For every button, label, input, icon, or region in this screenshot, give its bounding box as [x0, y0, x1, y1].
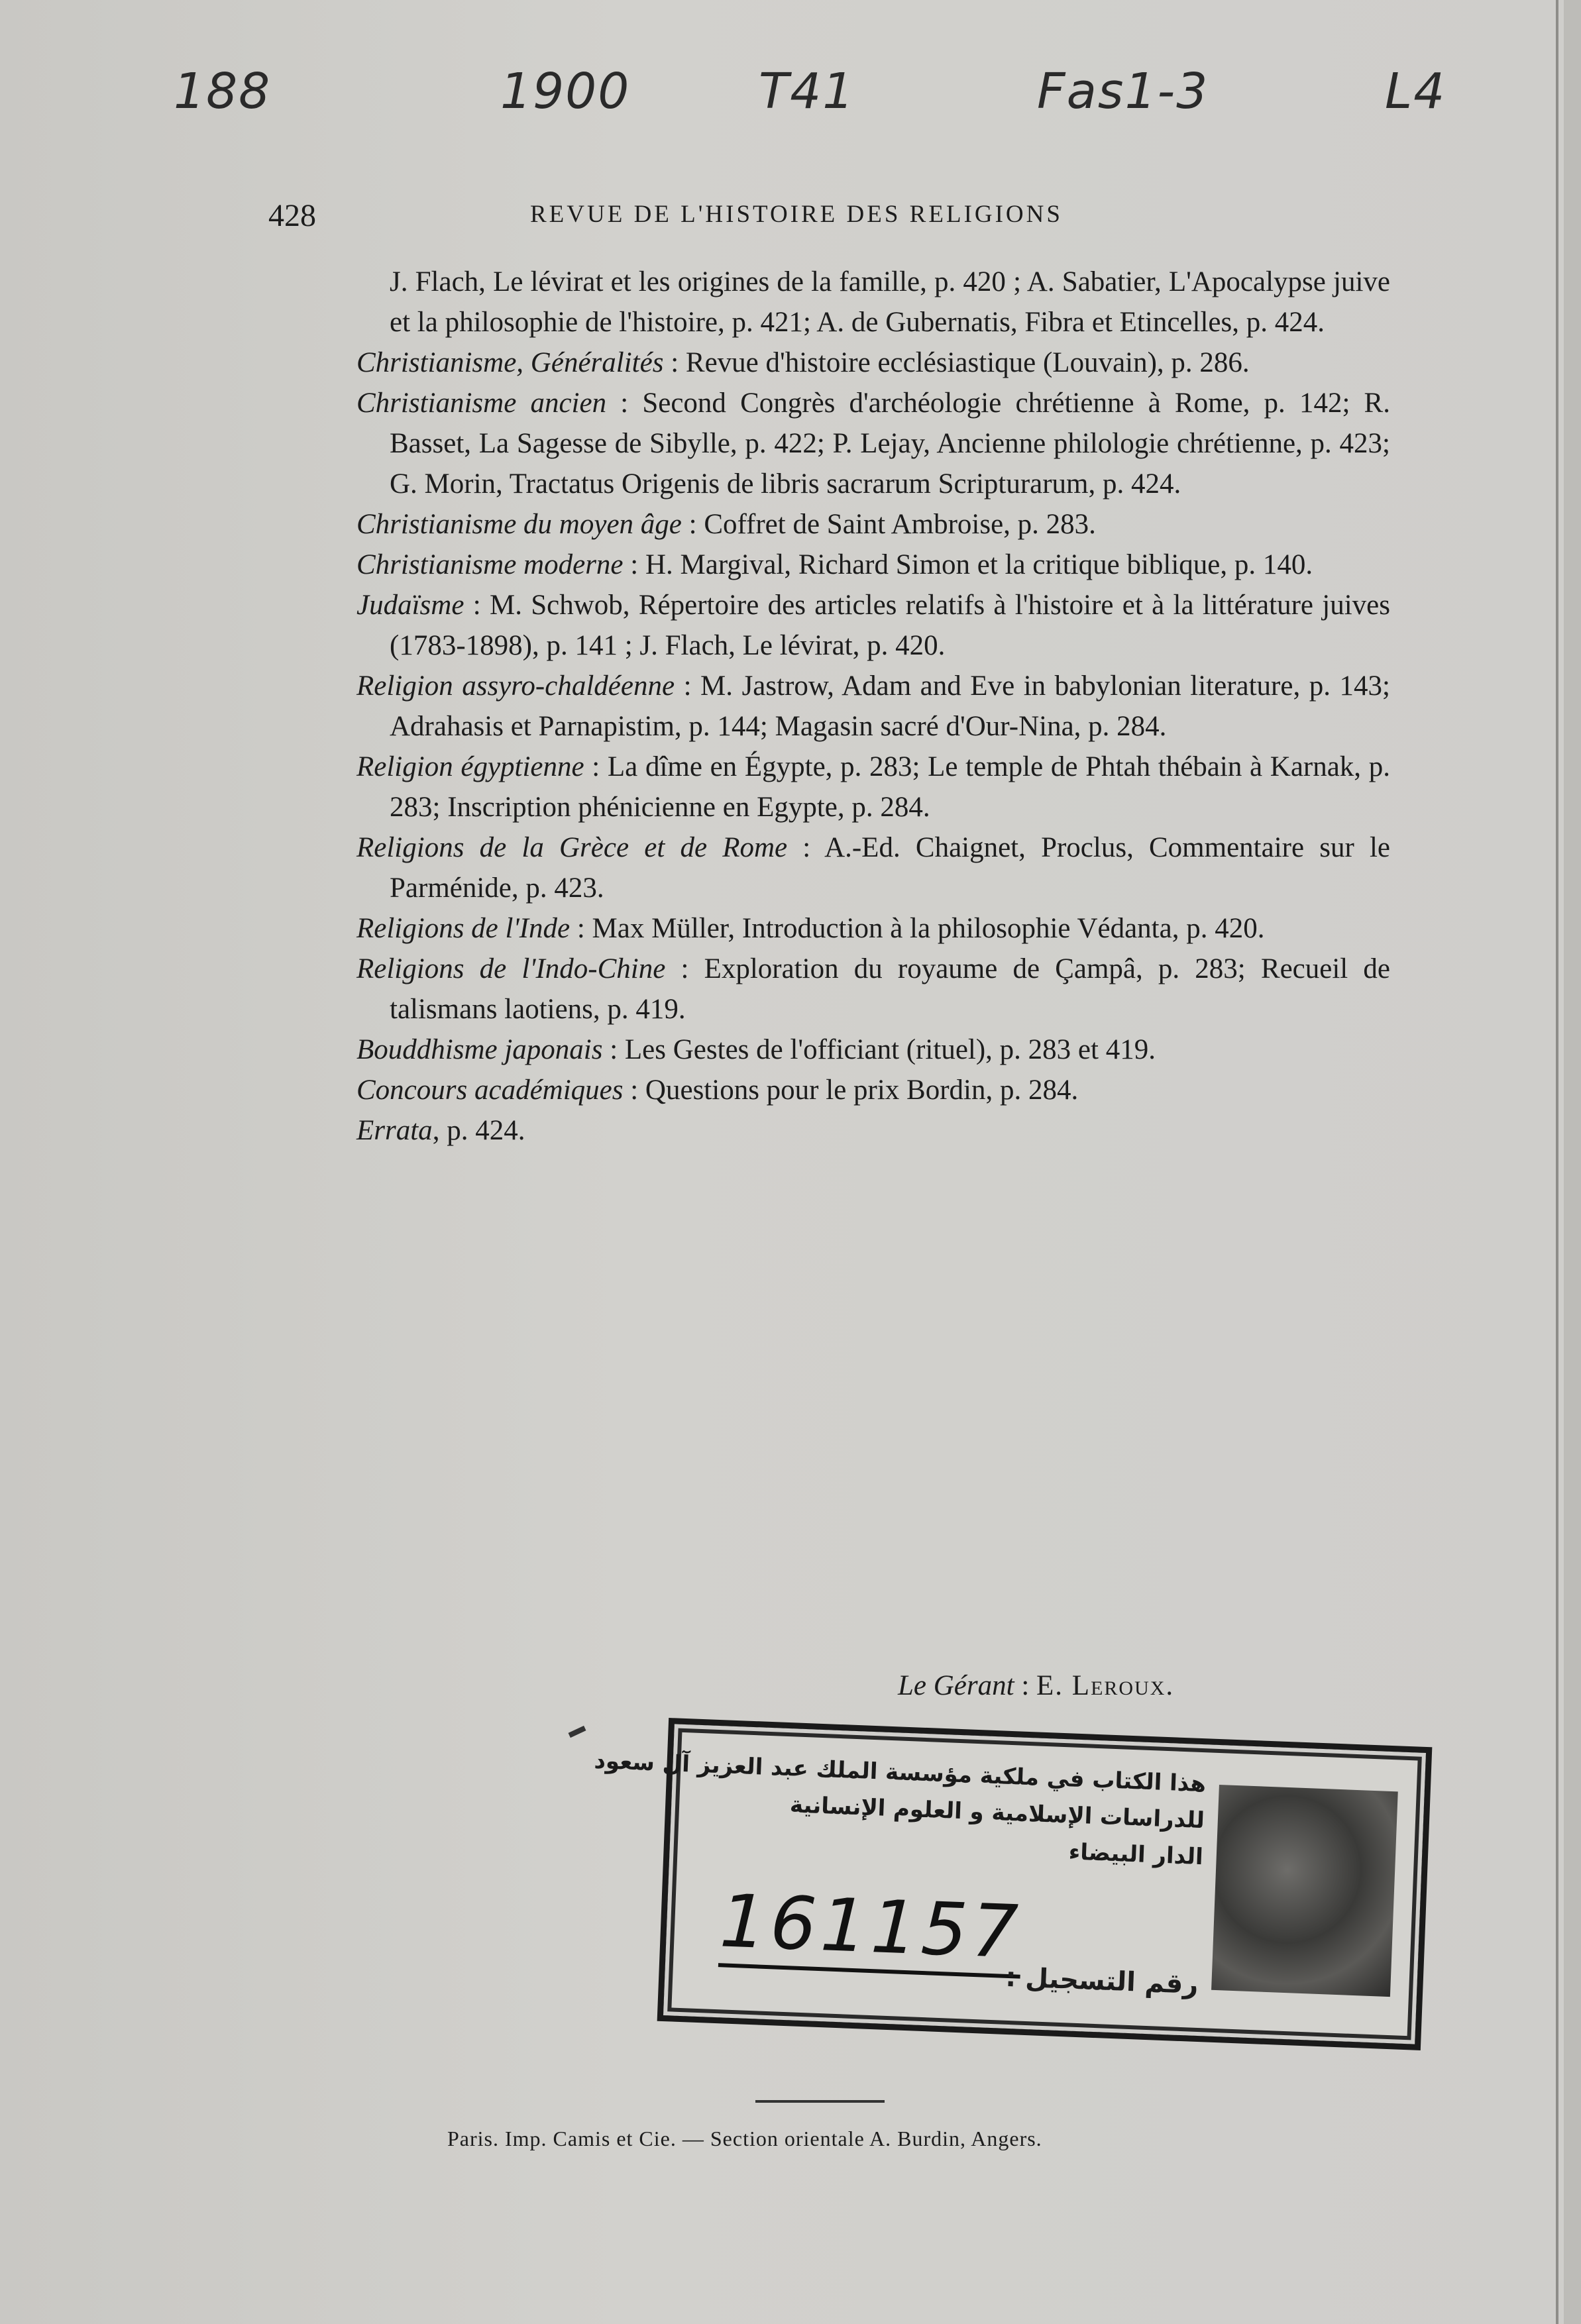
page-number: 428	[268, 198, 316, 233]
stamp-line-3: الدار البيضاء	[1068, 1838, 1204, 1871]
index-entry	[356, 262, 1390, 343]
footer-rule	[755, 2100, 885, 2103]
index-entry	[356, 666, 1390, 747]
entry-category: Concours académiques	[356, 1075, 624, 1106]
stamp-registration-label: رقم التسجيل :	[1005, 1962, 1199, 2000]
page-edge	[1556, 0, 1558, 2324]
entry-text: : Questions pour le prix Bordin, p. 284.	[623, 1075, 1079, 1106]
entry-category: Religion assyro-chaldéenne	[356, 670, 675, 702]
entry-category: Religions de l'Inde	[356, 913, 571, 944]
library-stamp	[593, 1718, 1433, 2050]
signature-line	[898, 1669, 1174, 1702]
handwritten-annotation-5: L4	[1385, 63, 1446, 120]
entry-category: Religions de l'Indo-Chine	[356, 953, 666, 984]
entry-category: Errata	[356, 1115, 433, 1146]
index-entry	[356, 383, 1390, 504]
entry-text: J. Flach, Le lévirat et les origines de la famille, p. 420 ; A. Sabatier, L'Apocalypse juive et la philosophie de l'histoire, p. 421; A. de Gubernatis, Fibra et Etincelles, p. 424.	[390, 266, 1390, 338]
stamp-registration-number: 161157	[718, 1878, 1024, 1978]
handwritten-annotation-3: T41	[759, 63, 855, 120]
entry-text: : Les Gestes de l'officiant (rituel), p. 283 et 419.	[602, 1034, 1156, 1065]
entry-category: Religions de la Grèce et de Rome	[356, 832, 788, 863]
handwritten-annotation-2: 1900	[500, 63, 631, 120]
entry-text: : Exploration du royaume de Çampâ, p. 283; Recueil de talismans laotiens, p. 419.	[390, 953, 1390, 1025]
printer-imprint: Paris. Imp. Camis et Cie. — Section orientale A. Burdin, Angers.	[447, 2127, 1042, 2150]
entry-text: : La dîme en Égypte, p. 283; Le temple de Phtah thébain à Karnak, p. 283; Inscription phénicienne en Egypte, p. 284.	[390, 751, 1390, 823]
running-title: REVUE DE L'HISTOIRE DES RELIGIONS	[530, 201, 1063, 228]
entry-text: : H. Margival, Richard Simon et la critique biblique, p. 140.	[623, 549, 1313, 580]
handwritten-annotation-4: Fas1-3	[1037, 63, 1209, 120]
index-entry	[356, 1070, 1390, 1110]
entry-category: Bouddhisme japonais	[356, 1034, 603, 1065]
entry-category: Christianisme, Généralités	[356, 347, 664, 378]
signature-name: E. Leroux.	[1036, 1670, 1175, 1701]
stamp-line-2: للدراسات الإسلامية و العلوم الإنسانية	[789, 1791, 1205, 1834]
entry-category: Christianisme du moyen âge	[356, 509, 682, 540]
entry-text: : Revue d'histoire ecclésiastique (Louvain), p. 286.	[663, 347, 1250, 378]
signature-separator: :	[1014, 1670, 1037, 1701]
entry-category: Christianisme ancien	[356, 388, 607, 419]
index-entry	[356, 949, 1390, 1030]
entry-text: : Coffret de Saint Ambroise, p. 283.	[681, 509, 1096, 540]
index-entry	[356, 545, 1390, 585]
entry-text: , p. 424.	[432, 1115, 525, 1146]
entry-category: Religion égyptienne	[356, 751, 584, 782]
index-entry	[356, 747, 1390, 827]
index-entry	[356, 1030, 1390, 1070]
stamp-line-1: هذا الكتاب في ملكية مؤسسة الملك عبد العزيز آل سعود	[593, 1747, 1207, 1798]
entry-category: Christianisme moderne	[356, 549, 624, 580]
signature-label: Le Gérant	[898, 1670, 1014, 1701]
index-entry	[356, 908, 1390, 949]
entry-text: : M. Schwob, Répertoire des articles relatifs à l'histoire et à la littérature juives (1783-1898), p. 141 ; J. Flach, Le lévirat, p. 420.	[390, 590, 1390, 661]
entry-text: : A.-Ed. Chaignet, Proclus, Commentaire sur le Parménide, p. 423.	[390, 832, 1390, 904]
entry-text: : Second Congrès d'archéologie chrétienne à Rome, p. 142; R. Basset, La Sagesse de Sibylle, p. 422; P. Lejay, Ancienne philologie chrétienne, p. 423; G. Morin, Tractatus Origenis de libris sacrarum Scripturarum, p. 424.	[390, 388, 1390, 500]
index-entry	[356, 585, 1390, 666]
index-entries	[356, 262, 1390, 1151]
stamp-emblem	[1211, 1785, 1398, 1997]
entry-text: : Max Müller, Introduction à la philosophie Védanta, p. 420.	[570, 913, 1265, 944]
index-entry	[356, 1110, 1390, 1151]
entry-text: : M. Jastrow, Adam and Eve in babylonian literature, p. 143; Adrahasis et Parnapistim, p. 144; Magasin sacré d'Our-Nina, p. 284.	[390, 670, 1390, 742]
index-entry	[356, 827, 1390, 908]
index-entry	[356, 504, 1390, 545]
index-entry	[356, 343, 1390, 383]
handwritten-annotation-1: 188	[174, 63, 272, 120]
entry-category: Judaïsme	[356, 590, 464, 621]
